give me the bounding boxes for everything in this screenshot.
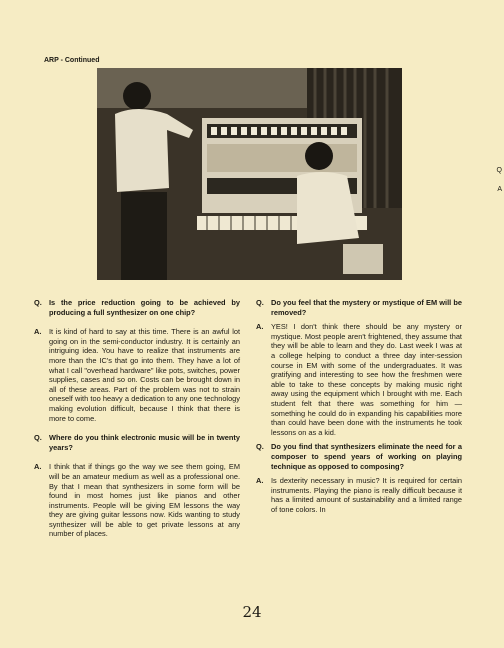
- answer-label: A.: [34, 462, 42, 472]
- page-number: 24: [242, 603, 262, 621]
- edge-mark: Q: [496, 167, 502, 174]
- right-column: [256, 298, 462, 514]
- question-label: Q.: [34, 298, 42, 307]
- question: [34, 298, 240, 317]
- answer: [256, 476, 462, 514]
- answer-label: A.: [256, 476, 264, 486]
- studio-photograph: [97, 68, 402, 280]
- question-label: Q.: [34, 433, 42, 443]
- question-text: Do you find that synthesizers eliminate the need for a composer to spend years of working on playing technique as opposed to composing?: [271, 442, 462, 471]
- answer: [34, 462, 240, 539]
- answer-text: It is kind of hard to say at this time. There is an awful lot going on in the semi-conductor industry. It is certainly an intriguing idea. You have to realize that instruments are more than the IC's that go into them. They have a lot of what I call "overhead hardware" like pots, switches, power supplies, cases and so on. Costs can be brought down in all of these areas. Part of the problem was not to strain oneself with too heavy a dedication to any one technology making evolution difficult, because I think that there is more to come.: [49, 327, 240, 423]
- question-label: Q.: [256, 298, 264, 307]
- question: [34, 433, 240, 452]
- answer: [256, 322, 462, 437]
- question-text: Where do you think electronic music will be in twenty years?: [49, 433, 240, 452]
- question-text: Do you feel that the mystery or mystique of EM will be removed?: [271, 298, 462, 317]
- question-label: Q.: [256, 442, 264, 452]
- question: [256, 442, 462, 471]
- left-column: [34, 298, 240, 539]
- question-text: Is the price reduction going to be achieved by producing a full synthesizer on one chip?: [49, 298, 240, 317]
- edge-mark: A: [497, 186, 502, 193]
- answer: [34, 327, 240, 423]
- running-header: ARP - Continued: [44, 57, 100, 64]
- answer-text: YES! I don't think there should be any mystery or mystique. Most people aren't frightened, they assume that they will be able to learn and they do. Last week I was at a college helping to conduct a three day inter-session course in EM with some of the undergraduates. It was gratifying and interesting to see how the freshmen were able to take to these concepts by making music right away using the equipment which I brought with me. Each student felt that there was something for him — something he could do in expanding his capabilities more than could have been done with the instruments he took lessons on as a kid.: [271, 322, 462, 437]
- answer-text: Is dexterity necessary in music? It is required for certain instruments. Playing the piano is really difficult because it has a limited amount of sustainability and a limited range of tone colors. In: [271, 476, 462, 514]
- answer-text: I think that if things go the way we see them going, EM will be an amateur medium as well as a professional one. By that I mean that synthesizers in some form will be found in most homes just like pianos and other instruments. People will be giving EM lessons the way they are giving guitar lessons now. Kids wanting to study synthesizer will be able to get private lessons at any number of places.: [49, 462, 240, 539]
- answer-label: A.: [34, 327, 42, 337]
- answer-label: A.: [256, 322, 264, 332]
- question: [256, 298, 462, 317]
